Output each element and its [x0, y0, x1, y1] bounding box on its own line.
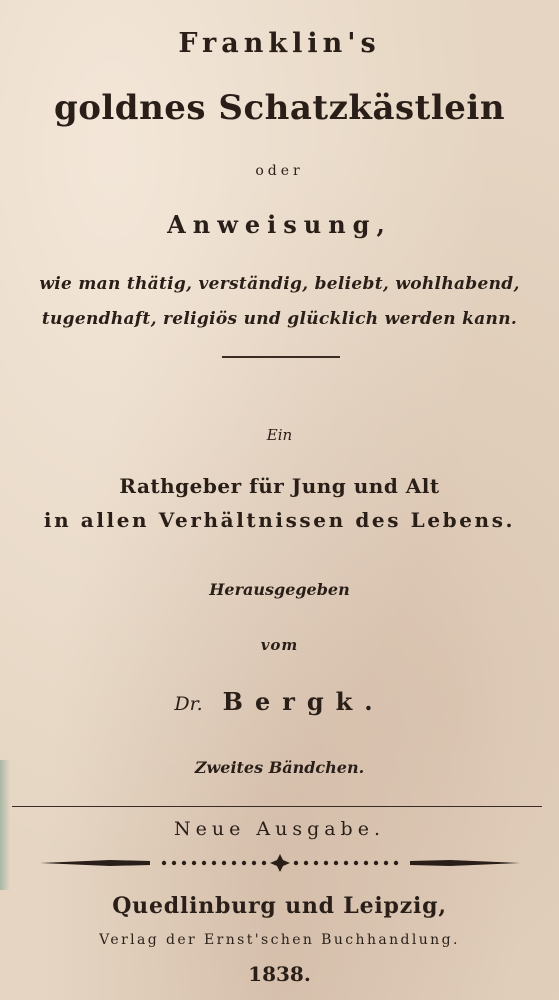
- editor-line: [0, 687, 559, 716]
- editor-title: Dr.: [174, 693, 203, 715]
- ornament-left-bar: [40, 860, 150, 866]
- description-line-1: Rathgeber für Jung und Alt: [119, 474, 440, 498]
- title-line-2: goldnes Schatzkästlein: [53, 88, 506, 128]
- short-divider: [222, 356, 340, 358]
- edition-text: Neue Ausgabe.: [173, 818, 386, 840]
- volume-text: Zweites Bändchen.: [194, 758, 365, 777]
- subtitle-line-2: tugendhaft, religiös und glücklich werden kann.: [41, 309, 518, 329]
- editor-name: Bergk.: [222, 687, 385, 716]
- editor-intro: Herausgegeben: [209, 580, 350, 599]
- ornamental-rule: [40, 852, 520, 874]
- editor-by: vom: [260, 636, 299, 654]
- connector-text: oder: [255, 163, 304, 179]
- subtitle-word: Anweisung,: [167, 210, 392, 239]
- ornament-right-bar: [410, 860, 520, 866]
- place-text: Quedlinburg und Leipzig,: [112, 893, 447, 919]
- ein-text: Ein: [266, 426, 293, 444]
- description-line-2: in allen Verhältnissen des Lebens.: [43, 508, 516, 532]
- ornament-center-star: [270, 854, 290, 872]
- subtitle-line-1: wie man thätig, verständig, beliebt, wohlhabend,: [39, 274, 520, 294]
- title-line-1: Franklin's: [178, 28, 381, 59]
- publisher-text: Verlag der Ernst'schen Buchhandlung.: [99, 932, 460, 948]
- long-divider: [12, 806, 542, 807]
- year-text: 1838.: [248, 962, 311, 986]
